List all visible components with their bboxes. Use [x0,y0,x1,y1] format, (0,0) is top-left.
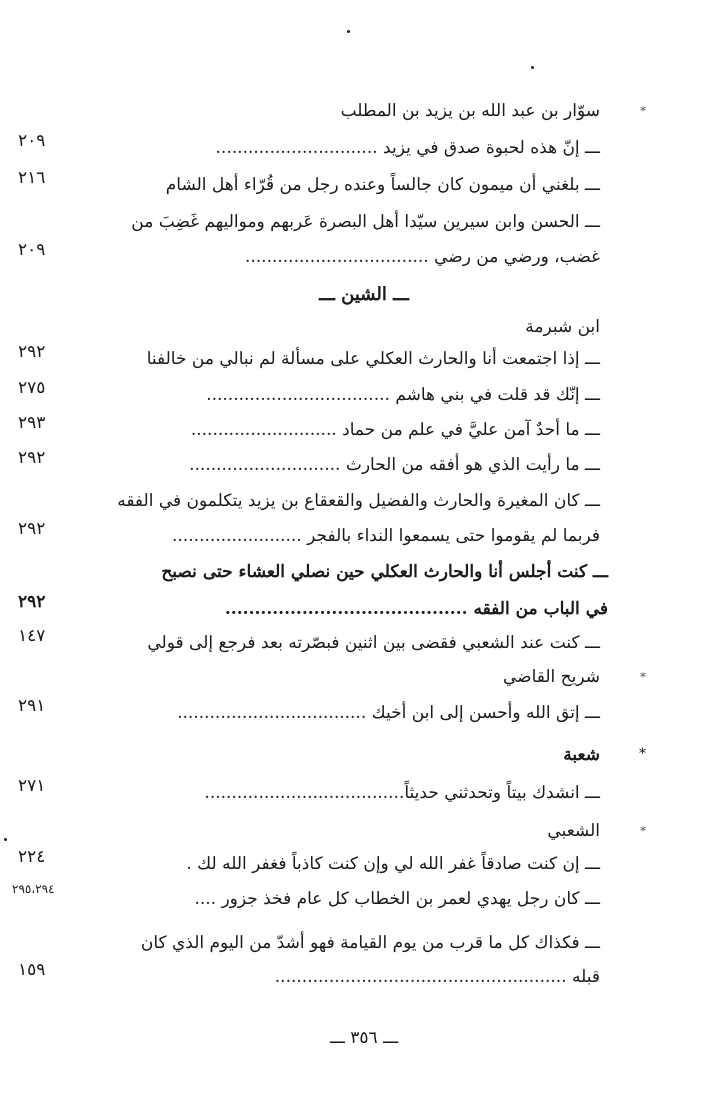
speck [347,30,350,33]
index-entry: ـــ إن كنت صادقاً غفر الله لي وإن كنت كاذباً فغفر الله لك . [186,854,600,874]
index-entry: ـــ إتق الله وأحسن إلى ابن أخيك ................................... [177,703,600,723]
letter-heading: ـــ الشين ـــ [319,284,409,305]
page-ref: ٢٢٤ [18,847,46,867]
entry-marker-icon: * [639,746,646,762]
page-ref: ١٤٧ [18,626,46,646]
index-entry: ـــ الحسن وابن سيرين سيّدا أهل البصرة عَربهم ومواليهم غَضِبَ من [131,212,600,232]
index-entry: ـــ بلغني أن ميمون كان جالساً وعنده رجل من قُرّاء أهل الشام [165,175,600,195]
index-entry: ـــ كنت أجلس أنا والحارث العكلي حين نصلي العشاء حتى نصبح [161,562,608,582]
page-ref: ٢٠٩ [18,240,46,260]
page-ref: ٢٧١ [18,776,46,796]
narrator-name: شعبة [563,745,600,765]
index-entry: ـــ انشدك بيتاً وتحدثني حديثاً..................................... [204,783,600,803]
narrator-name: سوّار بن عبد الله بن يزيد بن المطلب [340,101,600,121]
index-entry: غضب، ورضي من رضي .................................. [244,247,600,267]
narrator-name: ابن شبرمة [525,317,600,337]
index-entry: ـــ كنت عند الشعبي فقضى بين اثنين فبصّرته بعد فرجع إلى قولي [147,633,600,653]
speck [4,838,7,841]
page-ref: ٢٩١ [18,696,46,716]
page-ref: ٢٠٩ [18,131,46,151]
entry-marker-icon: * [640,670,646,684]
index-entry: ـــ كان رجل يهدي لعمر بن الخطاب كل عام فخذ جزور .... [194,889,600,909]
entry-marker-icon: * [640,824,646,838]
narrator-name: شريح القاضي [502,667,600,687]
index-entry: ـــ إذا اجتمعت أنا والحارث العكلي على مسألة لم نبالي من خالفنا [146,349,600,369]
narrator-name: الشعبي [547,821,600,841]
page-ref: ٢٧٥ [18,378,46,398]
page-ref: ٢٩٥،٢٩٤ [12,882,55,896]
page-ref: ١٥٩ [18,960,46,980]
index-entry: ـــ إنّ هذه لحبوة صدق في يزيد .............................. [215,138,600,158]
index-entry: قبله ...................................................... [274,967,600,987]
index-entry: ـــ فكذاك كل ما قرب من يوم القيامة فهو أشدّ من اليوم الذي كان [140,933,600,953]
page-ref: ٢٩٢ [18,592,46,612]
page-ref: ٢٩٢ [18,342,46,362]
page-ref: ٢٩٢ [18,519,46,539]
index-entry: ـــ إنّك قد قلت في بني هاشم .................................. [206,385,600,405]
page-ref: ٢١٦ [18,168,46,188]
index-entry: فربما لم يقوموا حتى يسمعوا النداء بالفجر ........................ [172,526,600,546]
index-entry: ـــ كان المغيرة والحارث والفضيل والقعقاع بن يزيد يتكلمون في الفقه [117,491,600,511]
entry-marker-icon: * [640,104,646,118]
page-ref: ٢٩٢ [18,448,46,468]
page-ref: ٢٩٣ [18,413,46,433]
index-entry: في الباب من الفقه ......................................... [224,599,608,619]
index-entry: ـــ ما أحدٌ آمن عليَّ في علم من حماد ........................... [190,420,600,440]
index-entry: ـــ ما رأيت الذي هو أفقه من الحارث ............................ [189,455,600,475]
page-number: ـــ ٣٥٦ ـــ [329,1028,399,1048]
speck [531,66,534,69]
